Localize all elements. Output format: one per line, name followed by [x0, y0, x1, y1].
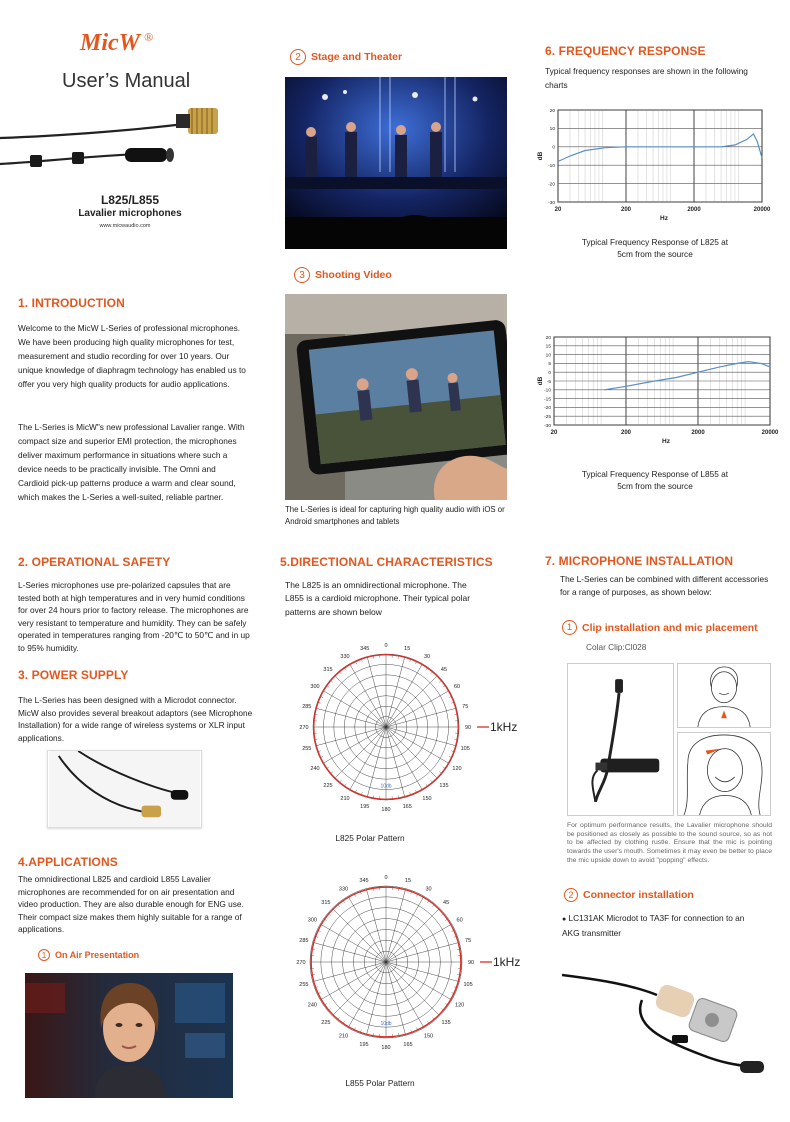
polar-spoke — [320, 924, 386, 962]
video-caption: The L-Series is ideal for capturing high quality audio with iOS or Android smartphones and tablets — [285, 505, 505, 526]
connector-subheading — [564, 888, 694, 902]
y-tick-label: -5 — [546, 379, 551, 385]
scale-label: 10db — [380, 783, 392, 790]
shooting-video-photo — [285, 294, 507, 500]
clip-subheading — [562, 620, 758, 635]
safety-heading: 2. OPERATIONAL SAFETY — [18, 555, 171, 569]
polar-spoke — [386, 708, 457, 727]
angle-label: 75 — [462, 703, 469, 710]
polar-spoke — [386, 889, 406, 962]
clip-label: Clip installation and mic placement — [582, 621, 758, 634]
angle-label: 15 — [404, 645, 411, 652]
polar-chart-l825 — [282, 640, 532, 825]
x-tick-label: 20000 — [761, 430, 779, 436]
angle-label: 345 — [360, 645, 370, 652]
angle-label: 60 — [453, 684, 461, 690]
angle-label: 75 — [465, 938, 472, 945]
placement-note: For optimum performance results, the Lavalier microphone should be positioned as closely as possible to the sound source, so as not to be affected by clothing rustle. Ensure that the mic is pointing towards the user's mouth. Sometimes it may even be better to place the mic upside down to avoid "popping" effects. — [567, 822, 772, 864]
brand-name: MicW — [80, 30, 140, 56]
angle-label: 105 — [463, 981, 473, 988]
angle-label: 90 — [464, 725, 472, 731]
power-text: The L-Series has been designed with a Microdot connector. MicW also provides several breakout adaptors (see Microphone Installation) for a wide range of wireless systems or XLR input applications. — [18, 695, 253, 743]
polar-spoke — [332, 962, 386, 1016]
angle-label: 210 — [340, 796, 350, 803]
polar-spoke — [367, 656, 386, 727]
angle-label: 345 — [359, 877, 369, 884]
y-tick-label: -15 — [544, 397, 551, 403]
stage-label: Stage and Theater — [311, 51, 403, 63]
polar-caption-l825: L825 Polar Pattern — [335, 833, 405, 843]
install-text: The L-Series can be combined with different accessories for a range of purposes, as shown below: — [560, 574, 769, 597]
angle-label: 30 — [425, 886, 432, 893]
angle-label: 270 — [296, 960, 306, 966]
on-air-label: On Air Presentation — [55, 950, 140, 960]
angle-label: 150 — [423, 1033, 434, 1040]
polar-spoke — [320, 962, 386, 1000]
number-badge: 2 — [290, 49, 306, 65]
angle-label: 270 — [299, 725, 309, 731]
polar-spoke — [386, 924, 452, 962]
angle-label: 315 — [321, 899, 331, 906]
intro-heading: 1. INTRODUCTION — [18, 296, 125, 310]
directional-heading: 5.DIRECTIONAL CHARACTERISTICS — [280, 555, 493, 569]
number-badge: 3 — [294, 267, 310, 283]
x-tick-label: 20000 — [753, 207, 771, 213]
polar-spoke — [323, 691, 386, 728]
y-tick-label: 0 — [552, 145, 555, 151]
stage-subheading — [290, 49, 402, 65]
angle-label: 300 — [307, 917, 317, 924]
angle-label: 330 — [338, 886, 349, 893]
polar-spoke — [386, 962, 424, 1028]
polar-spoke — [386, 896, 424, 962]
website-link[interactable]: www.micwaudio.com — [99, 223, 151, 229]
angle-label: 225 — [323, 782, 333, 789]
polar-spoke — [386, 942, 459, 962]
polar-spoke — [366, 889, 386, 962]
colar-clip-image — [567, 663, 674, 816]
angle-label: 135 — [439, 782, 449, 789]
x-axis-label: Hz — [662, 438, 670, 443]
y-tick-label: 0 — [548, 371, 551, 376]
polar-caption-l855: L855 Polar Pattern — [345, 1078, 415, 1088]
polar-spoke — [386, 727, 423, 790]
polar-spoke — [348, 896, 386, 962]
frequency-label: 1kHz — [490, 720, 518, 734]
scale-label: 10db — [380, 1021, 392, 1028]
install-heading: 7. MICROPHONE INSTALLATION — [545, 554, 734, 568]
angle-label: 120 — [455, 1002, 465, 1009]
product-cable-image — [0, 100, 260, 180]
number-badge: 1 — [562, 620, 577, 635]
freq-caption-l825: Typical Frequency Response of L825 at 5cm from the source — [581, 237, 729, 259]
intro-paragraph-2: The L-Series is MicW"s new professional Lavalier range. With compact size and superior EMI protection, the microphones deliver maximum performance in situations where such a device needs to be practically invisible. The Omni and Cardioid pick-up patterns produce a warm and clear sound, which makes the L-Series a well-suited, reliable partner. — [18, 422, 245, 502]
y-tick-label: -10 — [544, 388, 551, 394]
polar-spoke — [334, 675, 386, 727]
video-subheading — [294, 267, 392, 283]
angle-label: 45 — [440, 667, 448, 674]
connector-label: Connector installation — [583, 889, 694, 901]
y-tick-label: 5 — [548, 362, 551, 368]
y-tick-label: -30 — [548, 200, 555, 206]
clip-model: Colar Clip:Cl028 — [586, 642, 647, 652]
angle-label: 60 — [456, 917, 463, 924]
manual-title: User’s Manual — [62, 70, 191, 92]
connector-description: LC131AK Microdot to TA3F for connection to an AKG transmitter — [562, 913, 745, 938]
x-tick-label: 2000 — [687, 207, 701, 213]
x-tick-label: 200 — [620, 207, 632, 213]
freq-caption-l855: Typical Frequency Response of L855 at 5cm from the source — [581, 469, 729, 491]
polar-spoke — [386, 962, 440, 1016]
x-tick-label: 2000 — [691, 430, 705, 436]
video-label: Shooting Video — [315, 269, 392, 281]
y-tick-label: -20 — [548, 182, 555, 188]
x-tick-label: 20 — [550, 430, 558, 436]
angle-label: 285 — [299, 938, 309, 945]
polar-spoke — [315, 708, 386, 727]
polar-spoke — [315, 727, 386, 746]
polar-spoke — [323, 727, 386, 764]
angle-label: 0 — [384, 643, 388, 649]
power-heading: 3. POWER SUPPLY — [18, 668, 129, 682]
plot-area — [558, 110, 762, 202]
angle-label: 0 — [384, 875, 388, 881]
angle-label: 255 — [299, 981, 309, 988]
apps-heading: 4.APPLICATIONS — [18, 855, 118, 869]
safety-text: L-Series microphones use pre-polarized capsules that are tested both at high temperatures and in very humid conditions for over 24 hours prior to factory release. The microphones are very resistant to temperature and humidity. They can be safely operated in temperatures ranging from -20℃ to 50℃ and in up to 95% humidity. — [18, 580, 250, 653]
polar-spoke — [313, 942, 386, 962]
angle-label: 90 — [467, 960, 475, 966]
connector-photo — [562, 955, 772, 1085]
angle-label: 165 — [402, 804, 412, 811]
y-tick-label: -10 — [548, 164, 555, 169]
angle-label: 135 — [441, 1020, 451, 1027]
angle-label: 150 — [422, 796, 432, 803]
x-axis-label: Hz — [660, 215, 668, 220]
model-subtitle: Lavalier microphones — [78, 208, 182, 219]
angle-label: 15 — [404, 877, 412, 884]
polar-spoke — [386, 908, 440, 962]
angle-label: 180 — [381, 1045, 391, 1051]
directional-text: The L825 is an omnidirectional microphone. The L855 is a cardioid microphone. Their typical polar patterns are shown below — [285, 580, 471, 617]
polar-spoke — [386, 727, 438, 779]
on-air-subheading — [38, 949, 139, 961]
polar-spoke — [386, 962, 459, 982]
polar-spoke — [386, 691, 449, 728]
angle-label: 30 — [423, 653, 431, 660]
y-tick-label: 20 — [549, 108, 555, 114]
polar-spoke — [348, 962, 386, 1028]
model-name: L825/L855 — [100, 193, 160, 207]
y-tick-label: 15 — [545, 344, 551, 350]
polar-spoke — [334, 727, 386, 779]
angle-label: 180 — [381, 807, 391, 813]
connector-text — [562, 912, 762, 939]
polar-spoke — [350, 727, 387, 790]
angle-label: 315 — [323, 667, 333, 674]
polar-spoke — [386, 727, 457, 746]
placement-sketch-2 — [677, 732, 771, 816]
angle-label: 45 — [443, 899, 450, 906]
number-badge: 2 — [564, 888, 578, 902]
x-tick-label: 200 — [620, 430, 632, 436]
freq-chart-l855 — [534, 333, 779, 443]
angle-label: 165 — [403, 1042, 413, 1049]
freq-text: Typical frequency responses are shown in the following charts — [545, 66, 748, 90]
y-tick-label: -20 — [544, 406, 551, 412]
polar-spoke — [386, 675, 438, 727]
angle-label: 285 — [302, 703, 312, 710]
placement-sketch-1 — [677, 663, 771, 728]
y-axis-label: dB — [537, 151, 544, 161]
stage-theater-photo — [285, 77, 507, 249]
angle-label: 105 — [460, 746, 470, 753]
on-air-presentation-photo — [25, 973, 233, 1098]
polar-spoke — [350, 664, 387, 727]
polar-spoke — [386, 664, 423, 727]
polar-spoke — [332, 908, 386, 962]
microdot-cable-image — [47, 750, 202, 828]
polar-spoke — [386, 656, 405, 727]
y-axis-label: dB — [537, 376, 544, 386]
freq-heading: 6. FREQUENCY RESPONSE — [545, 44, 706, 58]
freq-chart-l825 — [534, 105, 774, 220]
frequency-label: 1kHz — [493, 955, 521, 969]
angle-label: 240 — [310, 766, 320, 772]
polar-chart-l855 — [282, 870, 532, 1060]
brand-reg: ® — [144, 30, 154, 44]
apps-text: The omnidirectional L825 and cardioid L855 Lavalier microphones are recommended for on air presentation and video production. They are also durable enough for ENG use. Their compact size makes them highly suitable for a range of applications. — [18, 874, 244, 934]
angle-label: 240 — [307, 1002, 317, 1009]
angle-label: 195 — [359, 1042, 369, 1049]
brand-logo — [80, 30, 153, 57]
angle-label: 300 — [310, 684, 320, 690]
angle-label: 210 — [338, 1033, 349, 1040]
angle-label: 120 — [452, 766, 462, 772]
bullet: ● — [562, 916, 567, 923]
number-badge: 1 — [38, 949, 50, 961]
angle-label: 225 — [321, 1020, 331, 1027]
intro-paragraph-1: Welcome to the MicW L-Series of professional microphones. We have been producing high quality microphones for test, measurement and studio recording for over 10 years. Our unique knowledge of diaphragm technology has enabled us to offer you very high quality products for audio applications. — [18, 323, 246, 389]
y-tick-label: 20 — [545, 335, 551, 341]
polar-spoke — [386, 727, 449, 764]
y-tick-label: -25 — [544, 415, 551, 420]
angle-label: 195 — [360, 804, 370, 811]
angle-label: 330 — [340, 653, 350, 660]
polar-spoke — [313, 962, 386, 982]
angle-label: 255 — [302, 746, 312, 753]
polar-spoke — [386, 962, 452, 1000]
x-tick-label: 20 — [554, 207, 562, 213]
y-tick-label: 10 — [545, 353, 551, 359]
y-tick-label: -30 — [544, 423, 551, 429]
y-tick-label: 10 — [549, 127, 555, 133]
